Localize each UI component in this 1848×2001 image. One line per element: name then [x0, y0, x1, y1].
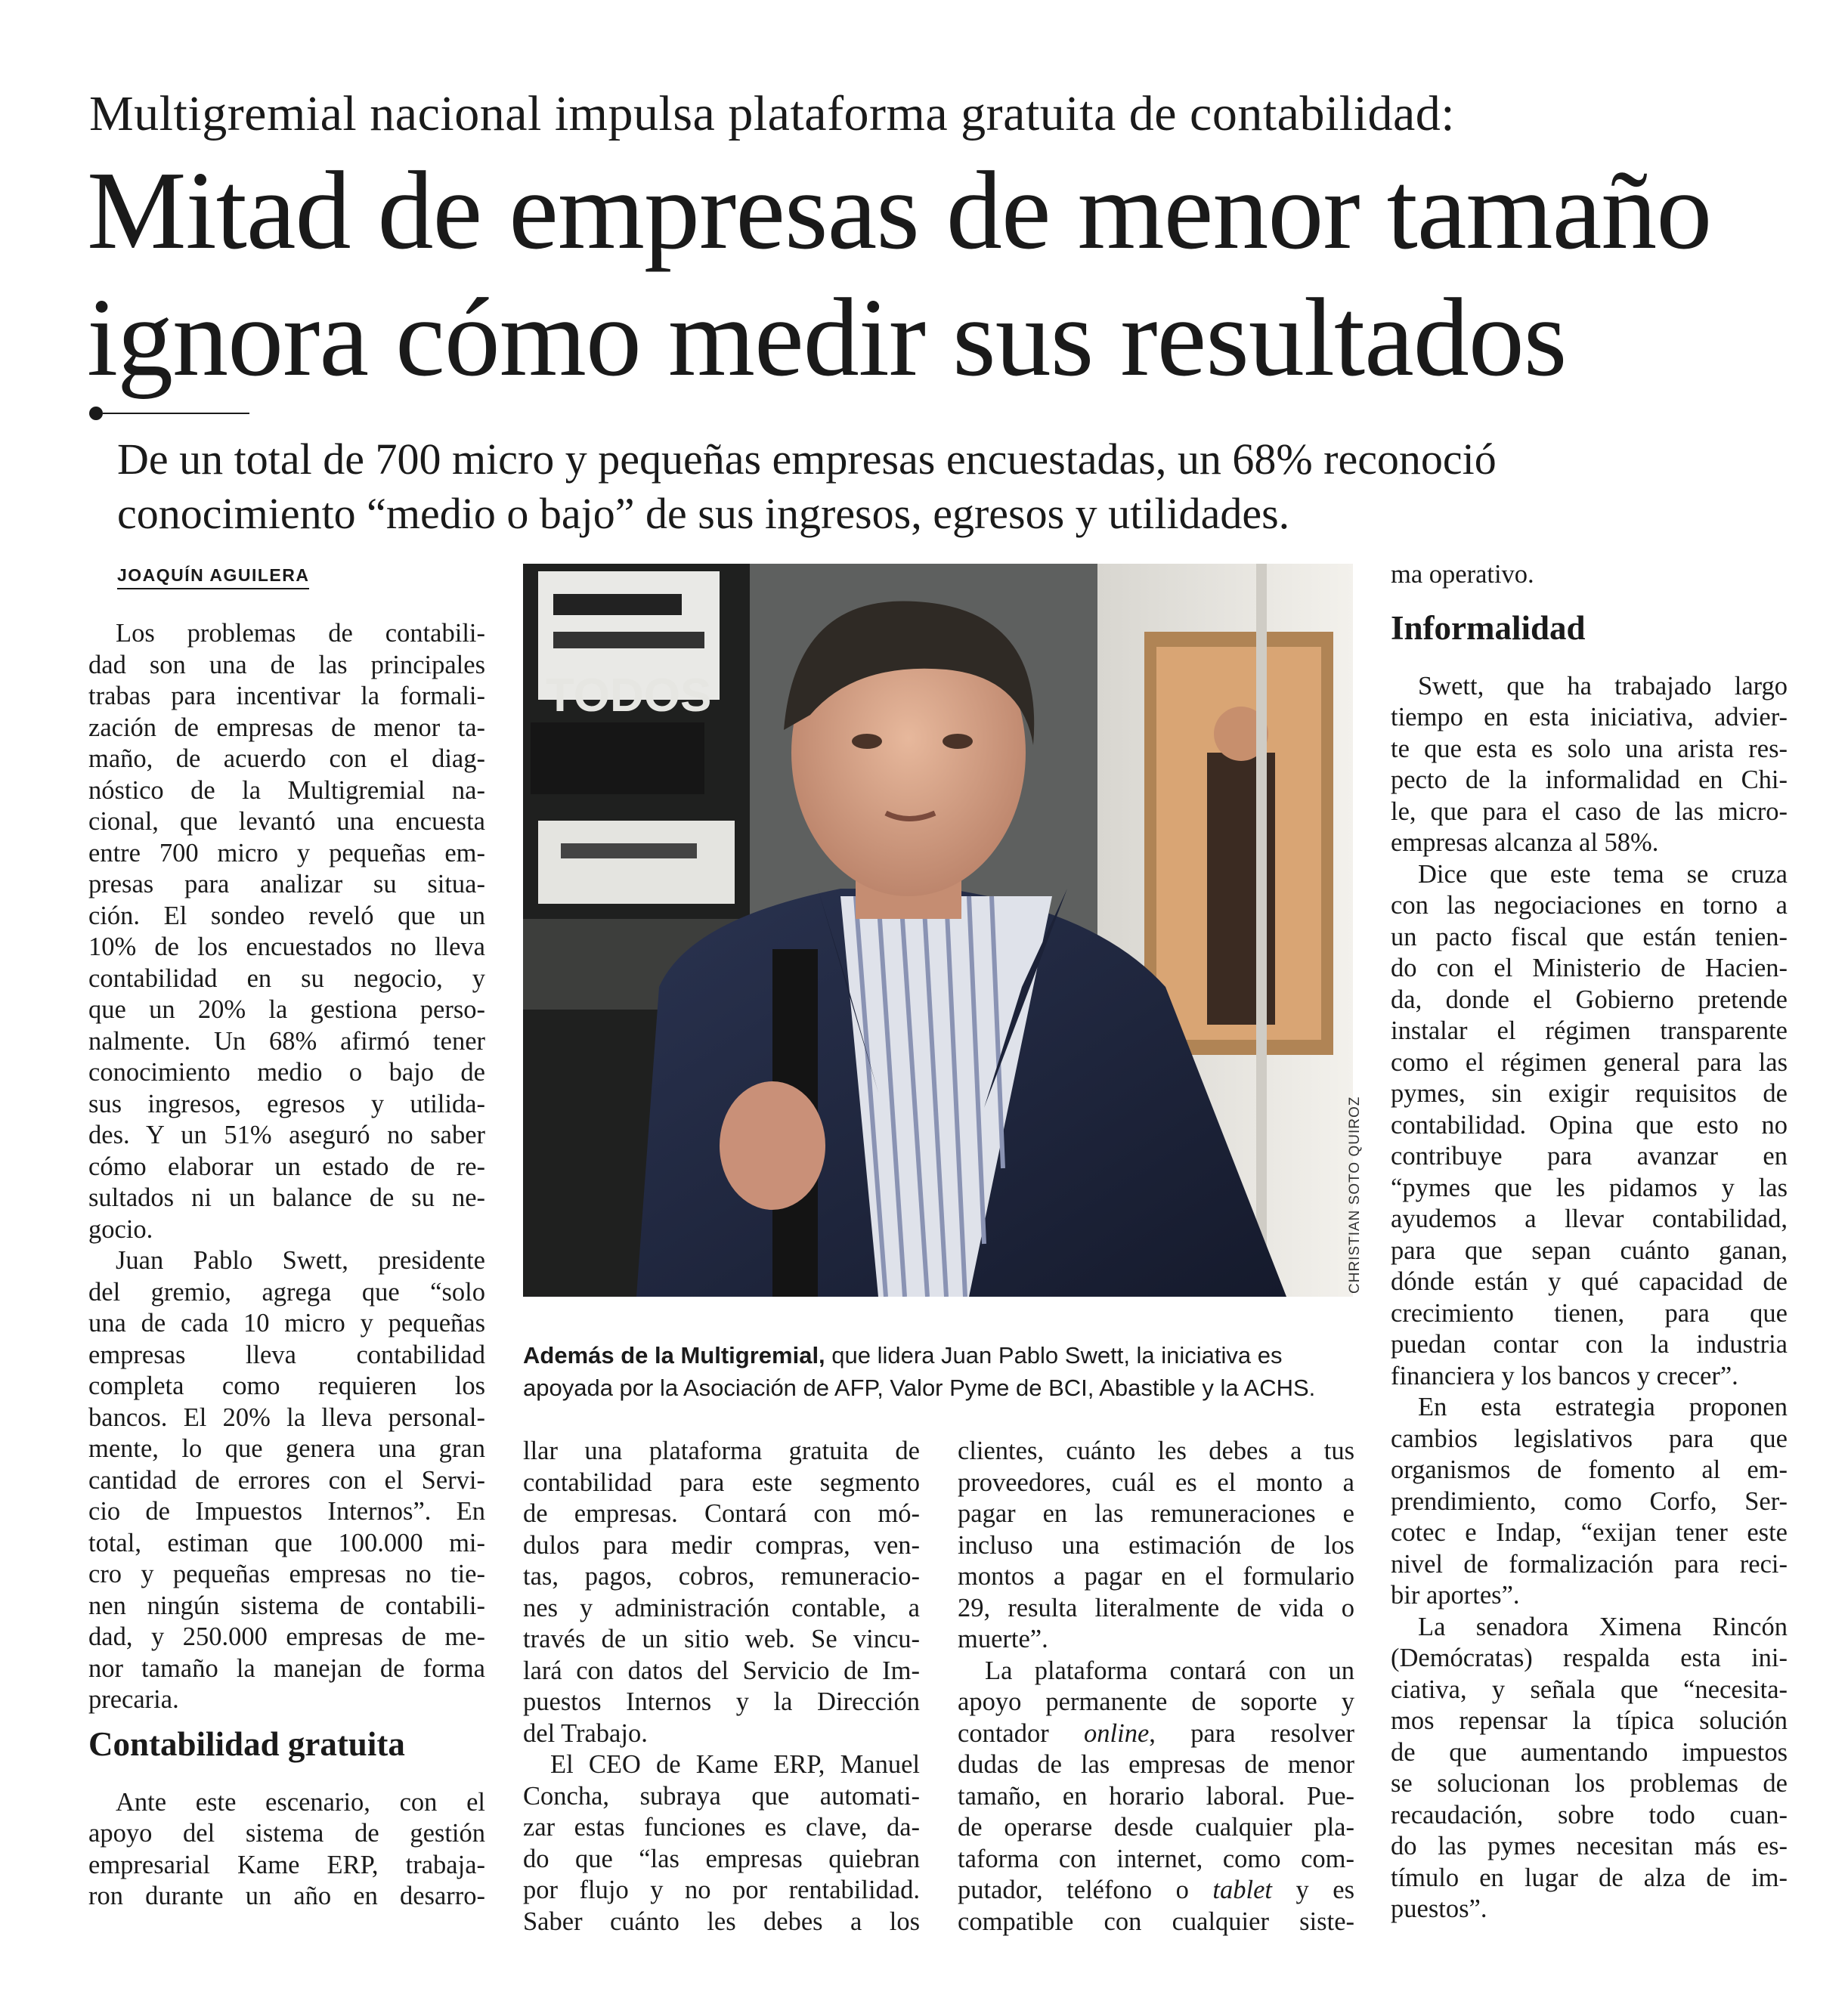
text-line: ción. El sondeo reveló que un [88, 901, 485, 930]
text-line: dónde están y qué capacidad de [1391, 1267, 1788, 1296]
paragraph [523, 1749, 920, 1938]
text-line: tiempo en esta iniciativa, advier- [1391, 703, 1788, 731]
caption-text: que lidera Juan Pablo Swett, la iniciativa es [825, 1342, 1283, 1369]
text-line: total, estiman que 100.000 mi- [88, 1528, 485, 1557]
text-line: do con el Ministerio de Hacien- [1391, 954, 1788, 982]
italic-fragment: tablet [1212, 1876, 1272, 1904]
text-line: un pacto fiscal que están tenien- [1391, 922, 1788, 951]
text-line: puestos Internos y la Dirección [523, 1687, 920, 1716]
photo-caption [523, 1339, 1362, 1404]
text-line: contabilidad para este segmento [523, 1468, 920, 1497]
text-line: sultados ni un balance de su ne- [88, 1183, 485, 1212]
text-line: ma operativo. [1391, 560, 1534, 589]
text-line: tas, pagos, cobros, remuneracio- [523, 1562, 920, 1591]
text-line: clientes, cuánto les debes a tus [958, 1437, 1354, 1465]
text-line: mente, lo que genera una gran [88, 1434, 485, 1463]
text-line: En esta estrategia proponen [1418, 1393, 1788, 1421]
text-line: entre 700 micro y pequeñas em- [88, 838, 485, 868]
text-line: pymes, sin exigir requisitos de [1391, 1079, 1788, 1108]
text-line: tímulo en lugar de alza de im- [1391, 1863, 1788, 1892]
text-line: muerte”. [958, 1625, 1048, 1653]
text-line: (Demócratas) respalda esta ini- [1391, 1644, 1788, 1672]
caption-line-1 [523, 1339, 1362, 1372]
text-line: cional, que levantó una encuesta [88, 807, 485, 836]
text-line: organismos de fomento al em- [1391, 1455, 1788, 1484]
byline: JOAQUÍN AGUILERA [117, 565, 309, 589]
lede [117, 432, 1780, 541]
caption-line-2: apoyada por la Asociación de AFP, Valor Pyme de BCI, Abastible y la ACHS. [523, 1375, 1316, 1401]
subheading-contabilidad: Contabilidad gratuita [88, 1724, 405, 1763]
text-line: crecimiento tienen, para que [1391, 1298, 1788, 1328]
text-line: proveedores, cuál es el monto a [958, 1468, 1354, 1497]
text-line: precaria. [88, 1685, 179, 1714]
paragraph [523, 1436, 920, 1749]
photo-illustration [523, 564, 1353, 1297]
text-line: El CEO de Kame ERP, Manuel [550, 1750, 920, 1779]
text-line: zar estas funciones es clave, da- [523, 1813, 920, 1842]
text-line: con las negociaciones en torno a [1391, 891, 1788, 920]
text-line: cantidad de errores con el Servi- [88, 1465, 485, 1495]
text-line: “pymes que les pidamos y las [1391, 1173, 1788, 1202]
text-line: pagar en las remuneraciones e [958, 1499, 1354, 1528]
text-line: cotec e Indap, “exijan tener este [1391, 1518, 1788, 1547]
text-line: contabilidad en su negocio, y [88, 963, 485, 993]
text-line: mos repensar la típica solución [1391, 1706, 1788, 1735]
text-line: de operarse desde cualquier pla- [958, 1813, 1354, 1842]
paragraph [1391, 1612, 1788, 1925]
text-line: nivel de formalización para reci- [1391, 1549, 1788, 1579]
text-line: compatible con cualquier siste- [958, 1907, 1354, 1936]
paragraph [88, 1787, 485, 1913]
text-line: Swett, que ha trabajado largo [1418, 671, 1788, 701]
photo-sign-text: TODOS [546, 670, 712, 722]
headline-line-2: ignora cómo medir sus resultados [87, 276, 1567, 400]
text-line: da, donde el Gobierno pretende [1391, 985, 1788, 1014]
text-line: nen ningún sistema de contabili- [88, 1591, 485, 1620]
text-line: trabas para incentivar la formali- [88, 682, 485, 710]
text-line: conocimiento medio o bajo de [88, 1058, 485, 1087]
paragraph [1391, 859, 1788, 1393]
decorative-rule [103, 413, 249, 414]
text-line: financiera y los bancos y crecer”. [1391, 1361, 1738, 1390]
text-line: zación de empresas de menor ta- [88, 713, 485, 742]
text-fragment: y es [1272, 1876, 1354, 1904]
paragraph [958, 1656, 1354, 1938]
text-line: nalmente. Un 68% afirmó tener [88, 1026, 485, 1056]
text-line: Dice que este tema se cruza [1418, 859, 1788, 889]
text-line: empresarial Kame ERP, trabaja- [88, 1850, 485, 1879]
text-line: nes y administración contable, a [523, 1593, 920, 1622]
text-line: 29, resulta literalmente de vida o [958, 1593, 1354, 1622]
text-line: puedan contar con la industria [1391, 1330, 1788, 1359]
lede-line-1: De un total de 700 micro y pequeñas empresas encuestadas, un 68% reconoció [117, 435, 1497, 484]
text-line: montos a pagar en el formulario [958, 1562, 1354, 1591]
text-line: taforma con internet, como com- [958, 1844, 1354, 1873]
text-line: Concha, subraya que automati- [523, 1781, 920, 1811]
text-fragment: putador, teléfono o [958, 1876, 1213, 1904]
text-line: por flujo y no por rentabilidad. [523, 1876, 920, 1904]
text-line: completa como requieren los [88, 1372, 485, 1400]
paragraph [88, 618, 485, 1245]
column-1 [88, 618, 485, 1913]
text-line: instalar el régimen transparente [1391, 1016, 1788, 1045]
text-line: prendimiento, como Corfo, Ser- [1391, 1486, 1788, 1516]
article-photo [523, 564, 1353, 1297]
text-line: maño, de acuerdo con el diag- [88, 744, 485, 773]
text-line: como el régimen general para las [1391, 1047, 1788, 1077]
text-line: apoyo permanente de soporte y [958, 1687, 1354, 1716]
text-line: recaudación, sobre todo cuan- [1391, 1800, 1788, 1829]
text-line: se solucionan los problemas de [1391, 1769, 1788, 1798]
text-line: nor tamaño la manejan de forma [88, 1653, 485, 1683]
text-line: gocio. [88, 1214, 153, 1244]
text-line: cómo elaborar un estado de re- [88, 1152, 485, 1181]
text-line: presas para analizar su situa- [88, 870, 485, 898]
column-4 [1391, 559, 1788, 1925]
text-line: Los problemas de contabili- [116, 619, 485, 648]
paragraph [1391, 671, 1788, 859]
text-line: lará con datos del Servicio de Im- [523, 1656, 920, 1685]
text-line: contabilidad. Opina que esto no [1391, 1110, 1788, 1140]
column-2 [523, 1436, 920, 1938]
text-line [958, 1875, 1354, 1907]
text-line: do las pymes necesitan más es- [1391, 1832, 1788, 1860]
text-line: sus ingresos, egresos y utilida- [88, 1089, 485, 1118]
text-line: ciativa, y señala que “necesita- [1391, 1675, 1788, 1704]
text-line: puestos”. [1391, 1894, 1487, 1923]
text-line: incluso una estimación de los [958, 1530, 1354, 1560]
italic-fragment: online [1084, 1718, 1150, 1748]
text-line: do que “las empresas quiebran [523, 1844, 920, 1873]
photo-credit: CHRISTIAN SOTO QUIROZ [1347, 1096, 1363, 1294]
lede-line-2: conocimiento “medio o bajo” de sus ingresos, egresos y utilidades. [117, 489, 1290, 538]
text-line: La plataforma contará con un [985, 1656, 1354, 1685]
text-line: cio de Impuestos Internos”. En [88, 1497, 485, 1526]
text-line: tamaño, en horario laboral. Pue- [958, 1781, 1354, 1811]
headline [87, 147, 1810, 401]
text-line: le, que para el caso de las micro- [1391, 796, 1788, 826]
text-line: dad son una de las principales [88, 650, 485, 679]
text-line [958, 1718, 1354, 1750]
paragraph [1391, 1392, 1788, 1612]
text-line: ron durante un año en desarro- [88, 1882, 485, 1910]
subheading-informalidad: Informalidad [1391, 608, 1586, 647]
decorative-dot [89, 407, 103, 420]
text-line: cro y pequeñas empresas no tie- [88, 1560, 485, 1588]
text-fragment: contador [958, 1718, 1085, 1748]
text-line: dad, y 250.000 empresas de me- [88, 1622, 485, 1651]
text-line: Juan Pablo Swett, presidente [116, 1246, 485, 1275]
text-line: del gremio, agrega que “solo [88, 1277, 485, 1307]
text-line: llar una plataforma gratuita de [523, 1437, 920, 1465]
text-line: contribuye para avanzar en [1391, 1142, 1788, 1171]
text-line: dudas de las empresas de menor [958, 1750, 1354, 1779]
kicker: Multigremial nacional impulsa plataforma gratuita de contabilidad: [89, 86, 1456, 141]
text-line: apoyo del sistema de gestión [88, 1819, 485, 1848]
text-line: nóstico de la Multigremial na- [88, 775, 485, 805]
paragraph [958, 1436, 1354, 1656]
text-line: La senadora Ximena Rincón [1418, 1612, 1788, 1641]
column-3 [958, 1436, 1354, 1938]
text-line: una de cada 10 micro y pequeñas [88, 1309, 485, 1338]
text-line: que un 20% la gestiona perso- [88, 995, 485, 1024]
text-line: pecto de la informalidad en Chi- [1391, 765, 1788, 794]
text-line: cambios legislativos para que [1391, 1424, 1788, 1453]
text-line: dulos para medir compras, ven- [523, 1530, 920, 1560]
text-line: través de un sitio web. Se vincu- [523, 1625, 920, 1653]
text-line: de empresas. Contará con mó- [523, 1499, 920, 1528]
text-line: Saber cuánto les debes a los [523, 1907, 920, 1936]
text-line: 10% de los encuestados no lleva [88, 932, 485, 961]
headline-line-1: Mitad de empresas de menor tamaño [87, 149, 1712, 273]
text-line: del Trabajo. [523, 1718, 648, 1748]
text-line: de que aumentando impuestos [1391, 1737, 1788, 1767]
text-line: bir aportes”. [1391, 1581, 1520, 1610]
text-line: empresas lleva contabilidad [88, 1340, 485, 1369]
text-line: para que sepan cuánto ganan, [1391, 1236, 1788, 1265]
paragraph [88, 1245, 485, 1716]
text-line: Ante este escenario, con el [116, 1787, 485, 1817]
text-line: ayudemos a llevar contabilidad, [1391, 1205, 1788, 1233]
text-fragment: , para resolver [1149, 1718, 1355, 1748]
text-line: bancos. El 20% la lleva personal- [88, 1403, 485, 1432]
caption-lead: Además de la Multigremial, [523, 1342, 825, 1369]
paragraph [1391, 559, 1788, 591]
text-line: te que esta es solo una arista res- [1391, 734, 1788, 763]
text-line: des. Y un 51% aseguró no saber [88, 1121, 485, 1149]
text-line: empresas alcanza al 58%. [1391, 828, 1659, 857]
